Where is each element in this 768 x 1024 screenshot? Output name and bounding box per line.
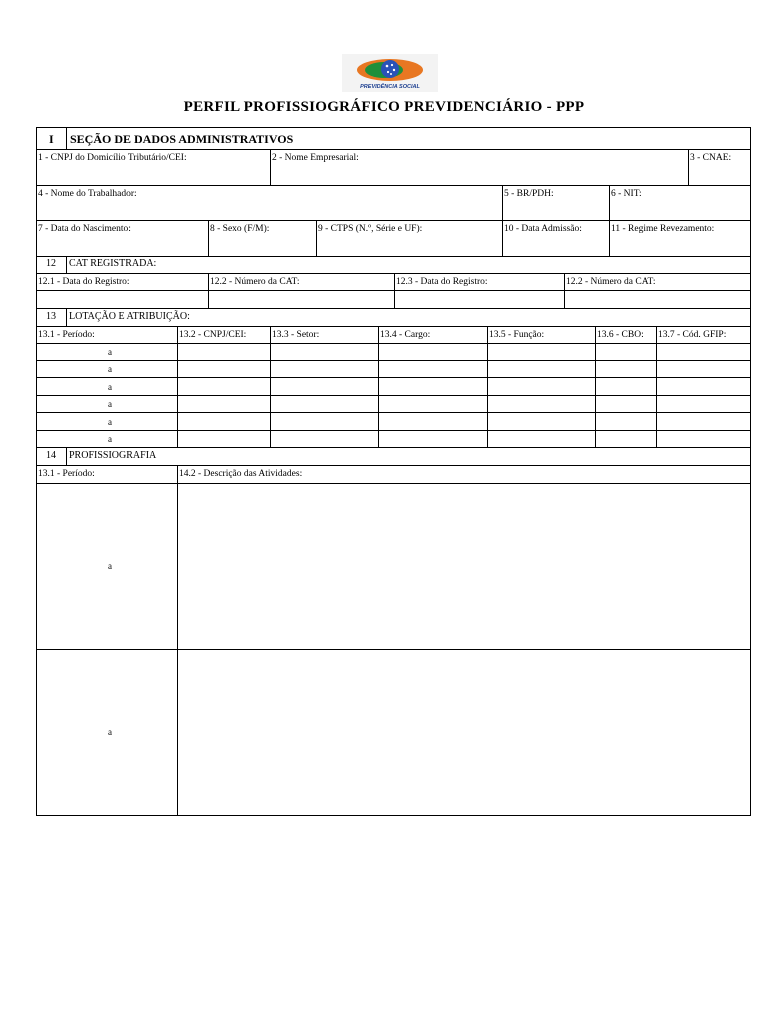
- section-heading: CAT REGISTRADA:: [69, 258, 157, 269]
- profissiografia-col-label: 14.2 - Descrição das Atividades:: [179, 469, 303, 479]
- field-shift-regime-label: 11 - Regime Revezamento:: [611, 224, 715, 234]
- rule: [36, 185, 751, 186]
- rule: [609, 185, 610, 220]
- rule: [270, 149, 271, 185]
- rule: [36, 430, 751, 431]
- profissiografia-col-label: 13.1 - Período:: [38, 469, 95, 479]
- field-sex-label: 8 - Sexo (F/M):: [210, 224, 270, 234]
- lotacao-col-label: 13.6 - CBO:: [597, 330, 644, 340]
- rule: [36, 395, 751, 396]
- rule: [656, 326, 657, 447]
- rule: [66, 308, 67, 326]
- rule: [564, 273, 565, 308]
- lotacao-col-label: 13.2 - CNPJ/CEI:: [179, 330, 247, 340]
- rule: [688, 149, 689, 185]
- rule: [36, 127, 37, 816]
- lotacao-col-label: 13.5 - Função:: [489, 330, 545, 340]
- rule: [36, 220, 751, 221]
- field-nit-label: 6 - NIT:: [611, 189, 642, 199]
- rule: [36, 127, 751, 128]
- cat-col-label: 12.1 - Data do Registro:: [38, 277, 130, 287]
- document-title: PERFIL PROFISSIOGRÁFICO PREVIDENCIÁRIO - PPP: [183, 99, 585, 115]
- field-cnpj-label: 1 - CNPJ do Domicílio Tributário/CEI:: [38, 153, 187, 163]
- rule: [66, 447, 67, 465]
- cat-col-label: 12.2 - Número da CAT:: [210, 277, 300, 287]
- section-number: I: [49, 132, 54, 146]
- rule: [750, 127, 751, 816]
- period-separator: a: [108, 561, 112, 571]
- rule: [36, 815, 751, 816]
- rule: [502, 220, 503, 256]
- svg-text:PREVIDÊNCIA SOCIAL: PREVIDÊNCIA SOCIAL: [360, 84, 420, 90]
- rule: [316, 220, 317, 256]
- rule: [378, 326, 379, 447]
- period-separator: a: [108, 417, 112, 427]
- field-ctps-label: 9 - CTPS (N.º, Série e UF):: [318, 224, 423, 234]
- rule: [487, 326, 488, 447]
- rule: [270, 326, 271, 447]
- rule: [36, 377, 751, 378]
- rule: [36, 343, 751, 344]
- lotacao-col-label: 13.1 - Período:: [38, 330, 95, 340]
- period-separator: a: [108, 382, 112, 392]
- rule: [609, 220, 610, 256]
- rule: [66, 127, 67, 149]
- cat-col-label: 12.2 - Número da CAT:: [566, 277, 656, 287]
- cat-col-label: 12.3 - Data do Registro:: [396, 277, 488, 287]
- field-company-name-label: 2 - Nome Empresarial:: [272, 153, 359, 163]
- rule: [36, 447, 751, 448]
- rule: [36, 360, 751, 361]
- section-heading: PROFISSIOGRAFIA: [69, 450, 157, 461]
- rule: [36, 326, 751, 327]
- rule: [36, 412, 751, 413]
- rule: [502, 185, 503, 220]
- period-separator: a: [108, 727, 112, 737]
- period-separator: a: [108, 399, 112, 409]
- lotacao-col-label: 13.7 - Cód. GFIP:: [658, 330, 727, 340]
- rule: [66, 256, 67, 273]
- rule: [595, 326, 596, 447]
- rule: [36, 308, 751, 309]
- section-number: 12: [46, 258, 56, 269]
- field-cnae-label: 3 - CNAE:: [690, 153, 732, 163]
- lotacao-col-label: 13.4 - Cargo:: [380, 330, 431, 340]
- rule: [208, 273, 209, 308]
- rule: [36, 149, 751, 150]
- field-worker-name-label: 4 - Nome do Trabalhador:: [38, 189, 137, 199]
- rule: [394, 273, 395, 308]
- field-br-pdh-label: 5 - BR/PDH:: [504, 189, 554, 199]
- section-number: 14: [46, 450, 56, 461]
- rule: [36, 465, 751, 466]
- period-separator: a: [108, 434, 112, 444]
- rule: [36, 256, 751, 257]
- lotacao-col-label: 13.3 - Setor:: [272, 330, 320, 340]
- section-heading: LOTAÇÃO E ATRIBUIÇÃO:: [69, 311, 190, 322]
- section-heading: SEÇÃO DE DADOS ADMINISTRATIVOS: [70, 132, 294, 146]
- rule: [177, 326, 178, 447]
- period-separator: a: [108, 347, 112, 357]
- period-separator: a: [108, 364, 112, 374]
- rule: [36, 483, 751, 484]
- rule: [208, 220, 209, 256]
- section-number: 13: [46, 311, 56, 322]
- field-birth-date-label: 7 - Data do Nascimento:: [38, 224, 131, 234]
- rule: [36, 649, 751, 650]
- field-admission-date-label: 10 - Data Admissão:: [504, 224, 582, 234]
- rule: [177, 465, 178, 815]
